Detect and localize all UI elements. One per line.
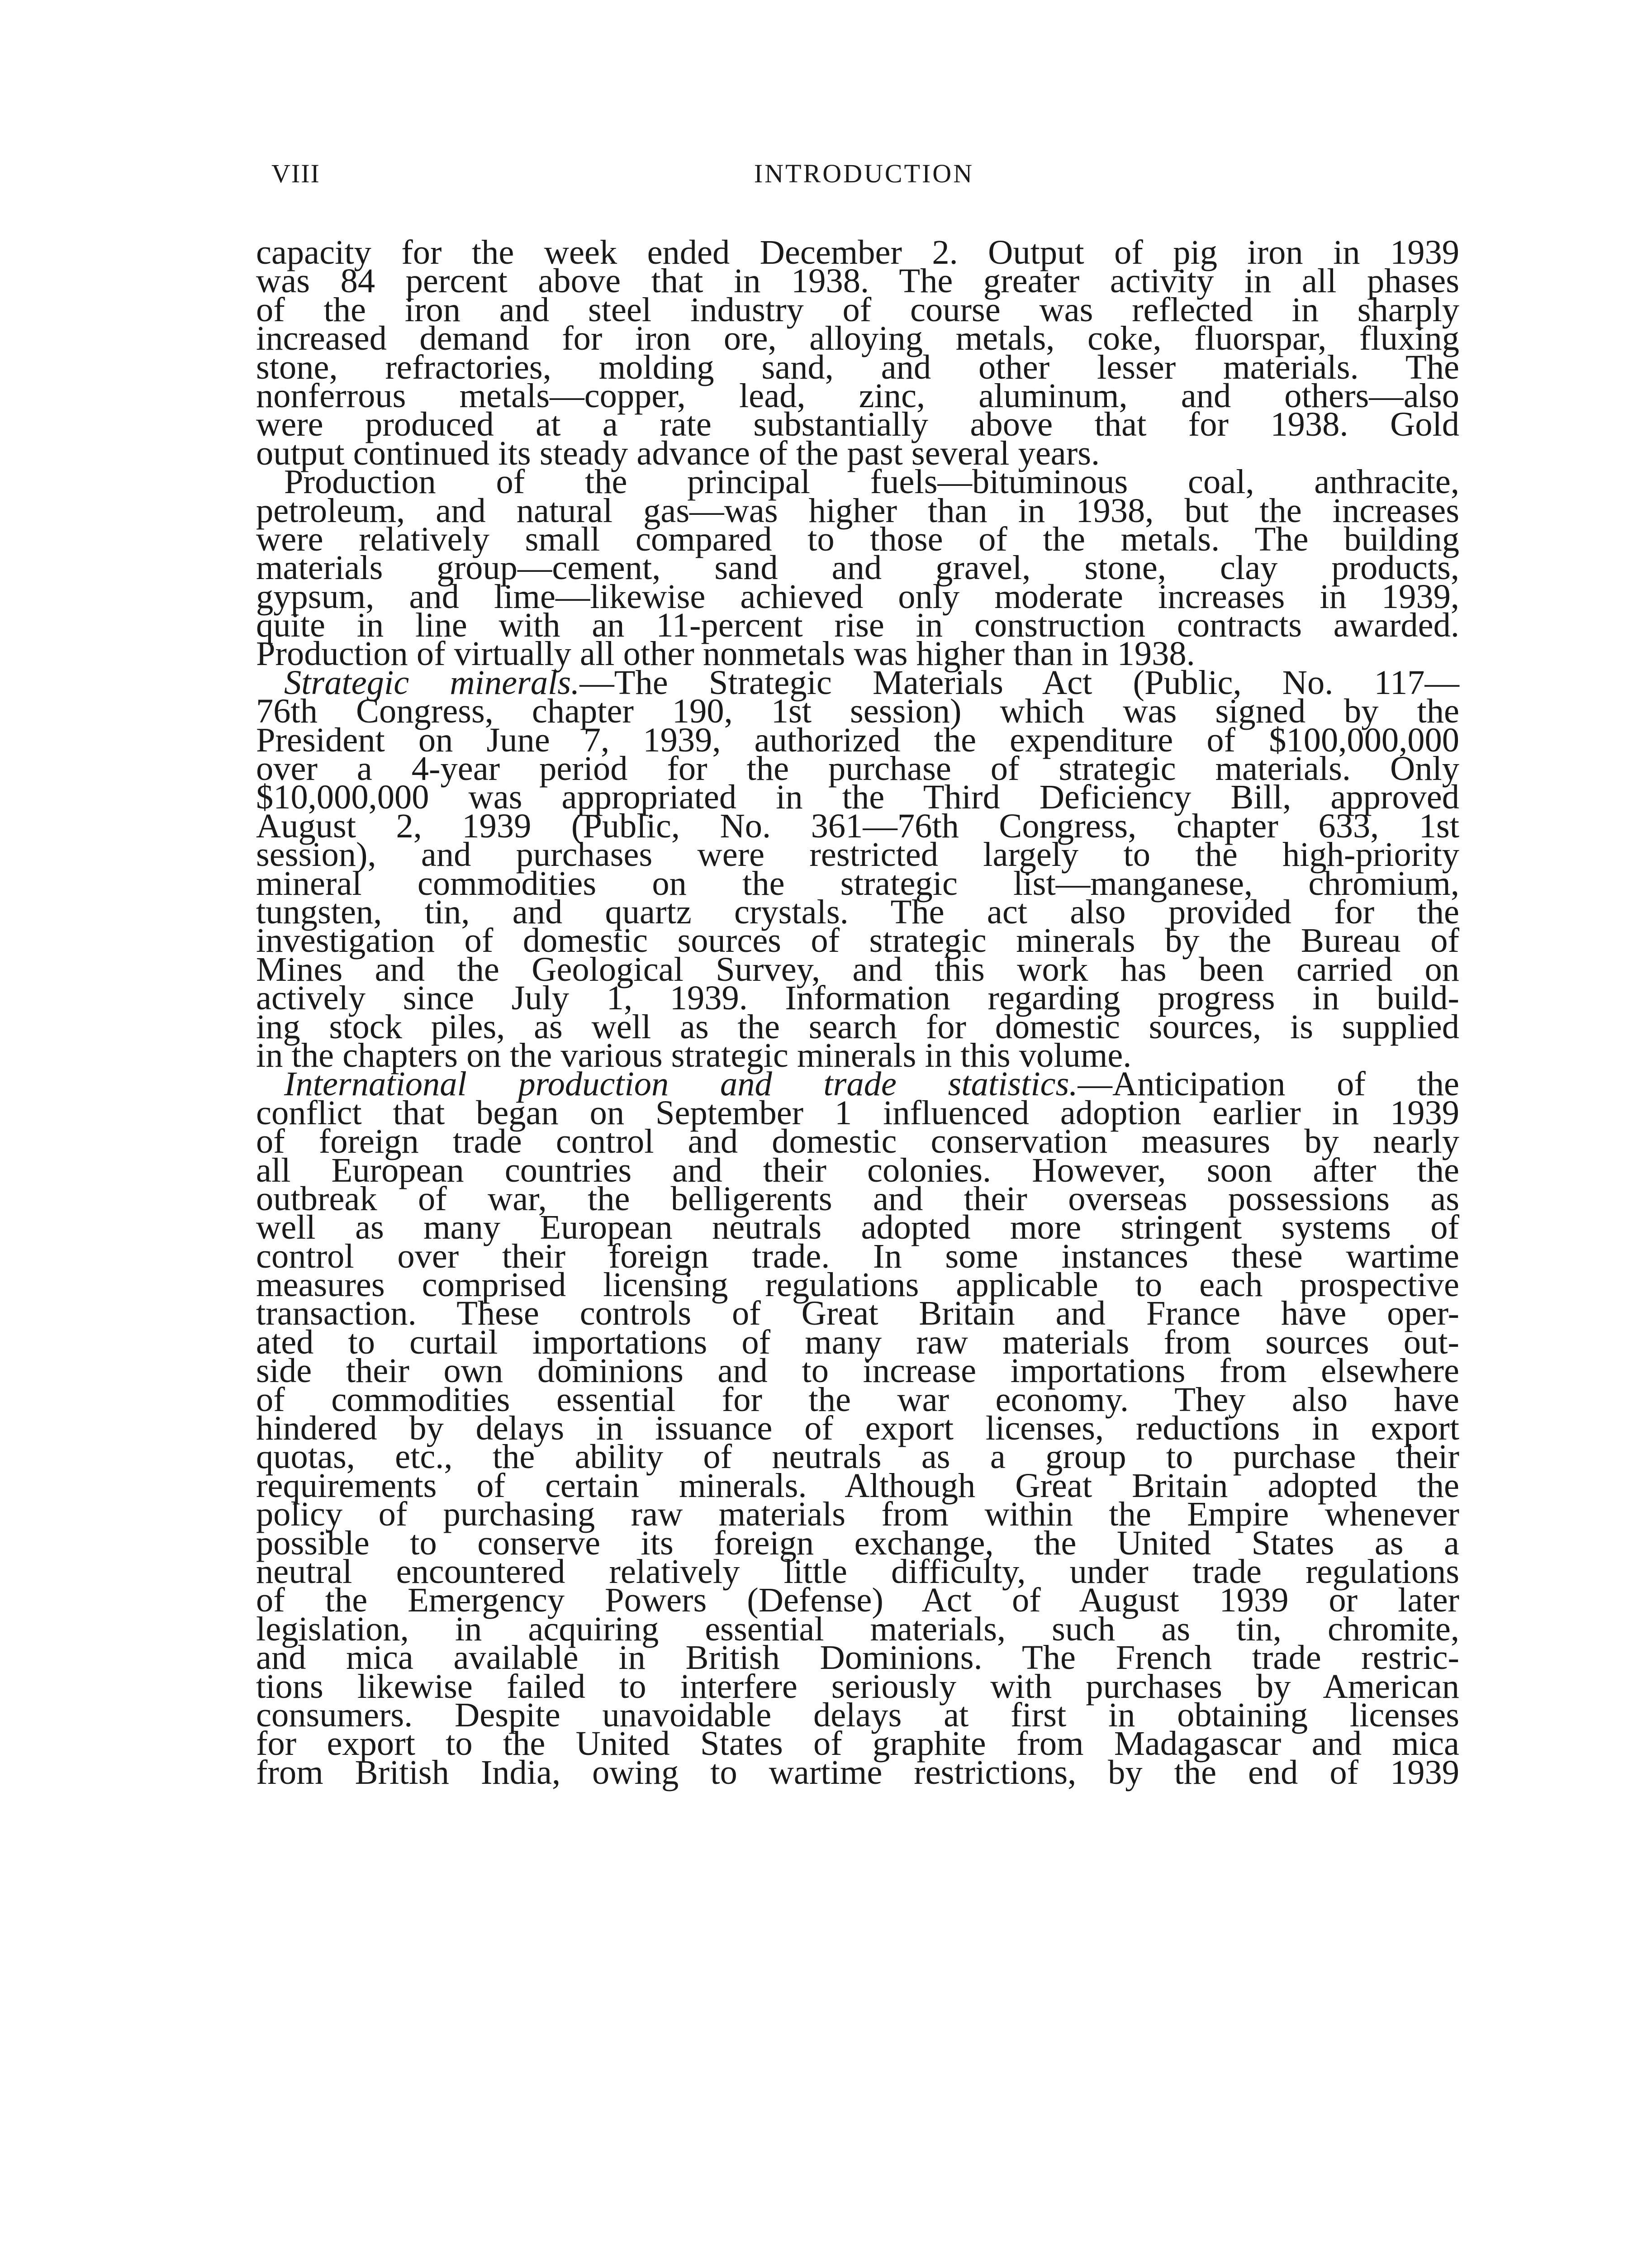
line-text: gypsum, and lime—likewise achieved only moderate increases in 1939,	[256, 577, 1459, 616]
line-text: increased demand for iron ore, alloying metals, coke, fluorspar, fluxing	[256, 319, 1459, 358]
line-text: requirements of certain minerals. Although Great Britain adopted the	[256, 1466, 1459, 1505]
line-text: ing stock piles, as well as the search for domestic sources, is supplied	[256, 1007, 1459, 1046]
line-text: Production of virtually all other nonmetals was higher than in 1938.	[256, 634, 1195, 673]
line-text: hindered by delays in issuance of export licenses, reductions in export	[256, 1409, 1459, 1448]
line-text: over a 4-year period for the purchase of strategic materials. Only	[256, 749, 1459, 788]
line-text: legislation, in acquiring essential materials, such as tin, chromite,	[256, 1609, 1459, 1648]
line-text: President on June 7, 1939, authorized the expenditure of $100,000,000	[256, 720, 1459, 759]
line-text: quite in line with an 11-percent rise in construction contracts awarded.	[256, 606, 1459, 645]
page-header	[271, 158, 1457, 199]
line-text: of the iron and steel industry of course was reflected in sharply	[256, 290, 1459, 329]
line-text: side their own dominions and to increase importations from elsewhere	[256, 1351, 1459, 1390]
line-text: mineral commodities on the strategic list—manganese, chromium,	[256, 864, 1459, 903]
line-text: nonferrous metals—copper, lead, zinc, aluminum, and others—also	[256, 376, 1459, 415]
line-text: neutral encountered relatively little difficulty, under trade regulations	[256, 1552, 1459, 1591]
line-text: in the chapters on the various strategic minerals in this volume.	[256, 1036, 1132, 1074]
line-text: of foreign trade control and domestic conservation measures by nearly	[256, 1122, 1459, 1161]
line-text: tions likewise failed to interfere seriously with purchases by American	[256, 1667, 1459, 1706]
line-text: —Anticipation of the	[1078, 1064, 1459, 1103]
text-line	[256, 1753, 1459, 1792]
line-text: August 2, 1939 (Public, No. 361—76th Congress, chapter 633, 1st	[256, 806, 1459, 845]
body-text	[256, 233, 1459, 1792]
line-text: Production of the principal fuels—bituminous coal, anthracite,	[284, 462, 1459, 501]
line-text: petroleum, and natural gas—was higher than in 1938, but the increases	[256, 491, 1459, 530]
page-number: VIII	[271, 159, 320, 188]
section-heading: Strategic minerals.	[284, 663, 580, 702]
line-text: well as many European neutrals adopted more stringent systems of	[256, 1208, 1459, 1247]
running-head: INTRODUCTION	[754, 159, 974, 188]
line-text: actively since July 1, 1939. Information regarding progress in build-	[256, 979, 1459, 1017]
line-text: materials group—cement, sand and gravel, stone, clay products,	[256, 548, 1459, 587]
line-text: outbreak of war, the belligerents and their overseas possessions as	[256, 1179, 1459, 1218]
line-text: ated to curtail importations of many raw materials from sources out-	[256, 1322, 1459, 1361]
line-text: stone, refractories, molding sand, and other lesser materials. The	[256, 347, 1459, 386]
line-text: $10,000,000 was appropriated in the Third Deficiency Bill, approved	[256, 778, 1459, 817]
line-text: quotas, etc., the ability of neutrals as a group to purchase their	[256, 1437, 1459, 1476]
line-text: for export to the United States of graphite from Madagascar and mica	[256, 1724, 1459, 1763]
line-text: were relatively small compared to those of the metals. The building	[256, 519, 1459, 558]
line-text: were produced at a rate substantially above that for 1938. Gold	[256, 405, 1459, 444]
section-heading: International production and trade statistics.	[284, 1064, 1078, 1103]
line-text: and mica available in British Dominions. The French trade restric-	[256, 1638, 1459, 1677]
line-text: capacity for the week ended December 2. Output of pig iron in 1939	[256, 233, 1459, 271]
line-text: of the Emergency Powers (Defense) Act of August 1939 or later	[256, 1581, 1459, 1620]
line-text: —The Strategic Materials Act (Public, No. 117—	[579, 663, 1459, 702]
line-text: tungsten, tin, and quartz crystals. The act also provided for the	[256, 892, 1459, 931]
line-text: Mines and the Geological Survey, and this work has been carried on	[256, 950, 1459, 988]
line-text: all European countries and their colonies. However, soon after the	[256, 1150, 1459, 1189]
line-text: investigation of domestic sources of strategic minerals by the Bureau of	[256, 921, 1459, 960]
line-text: possible to conserve its foreign exchange, the United States as a	[256, 1523, 1459, 1562]
line-text: of commodities essential for the war economy. They also have	[256, 1380, 1459, 1419]
line-text: from British India, owing to wartime restrictions, by the end of 1939	[256, 1753, 1459, 1792]
line-text: control over their foreign trade. In some instances these wartime	[256, 1236, 1459, 1275]
line-text: measures comprised licensing regulations applicable to each prospective	[256, 1265, 1459, 1304]
line-text: was 84 percent above that in 1938. The greater activity in all phases	[256, 261, 1459, 300]
line-text: output continued its steady advance of the past several years.	[256, 433, 1100, 472]
line-text: consumers. Despite unavoidable delays at first in obtaining licenses	[256, 1695, 1459, 1734]
line-text: session), and purchases were restricted largely to the high-priority	[256, 835, 1459, 874]
line-text: policy of purchasing raw materials from within the Empire whenever	[256, 1495, 1459, 1534]
line-text: 76th Congress, chapter 190, 1st session) which was signed by the	[256, 692, 1459, 731]
line-text: transaction. These controls of Great Britain and France have oper-	[256, 1294, 1459, 1333]
line-text: conflict that began on September 1 influenced adoption earlier in 1939	[256, 1093, 1459, 1132]
